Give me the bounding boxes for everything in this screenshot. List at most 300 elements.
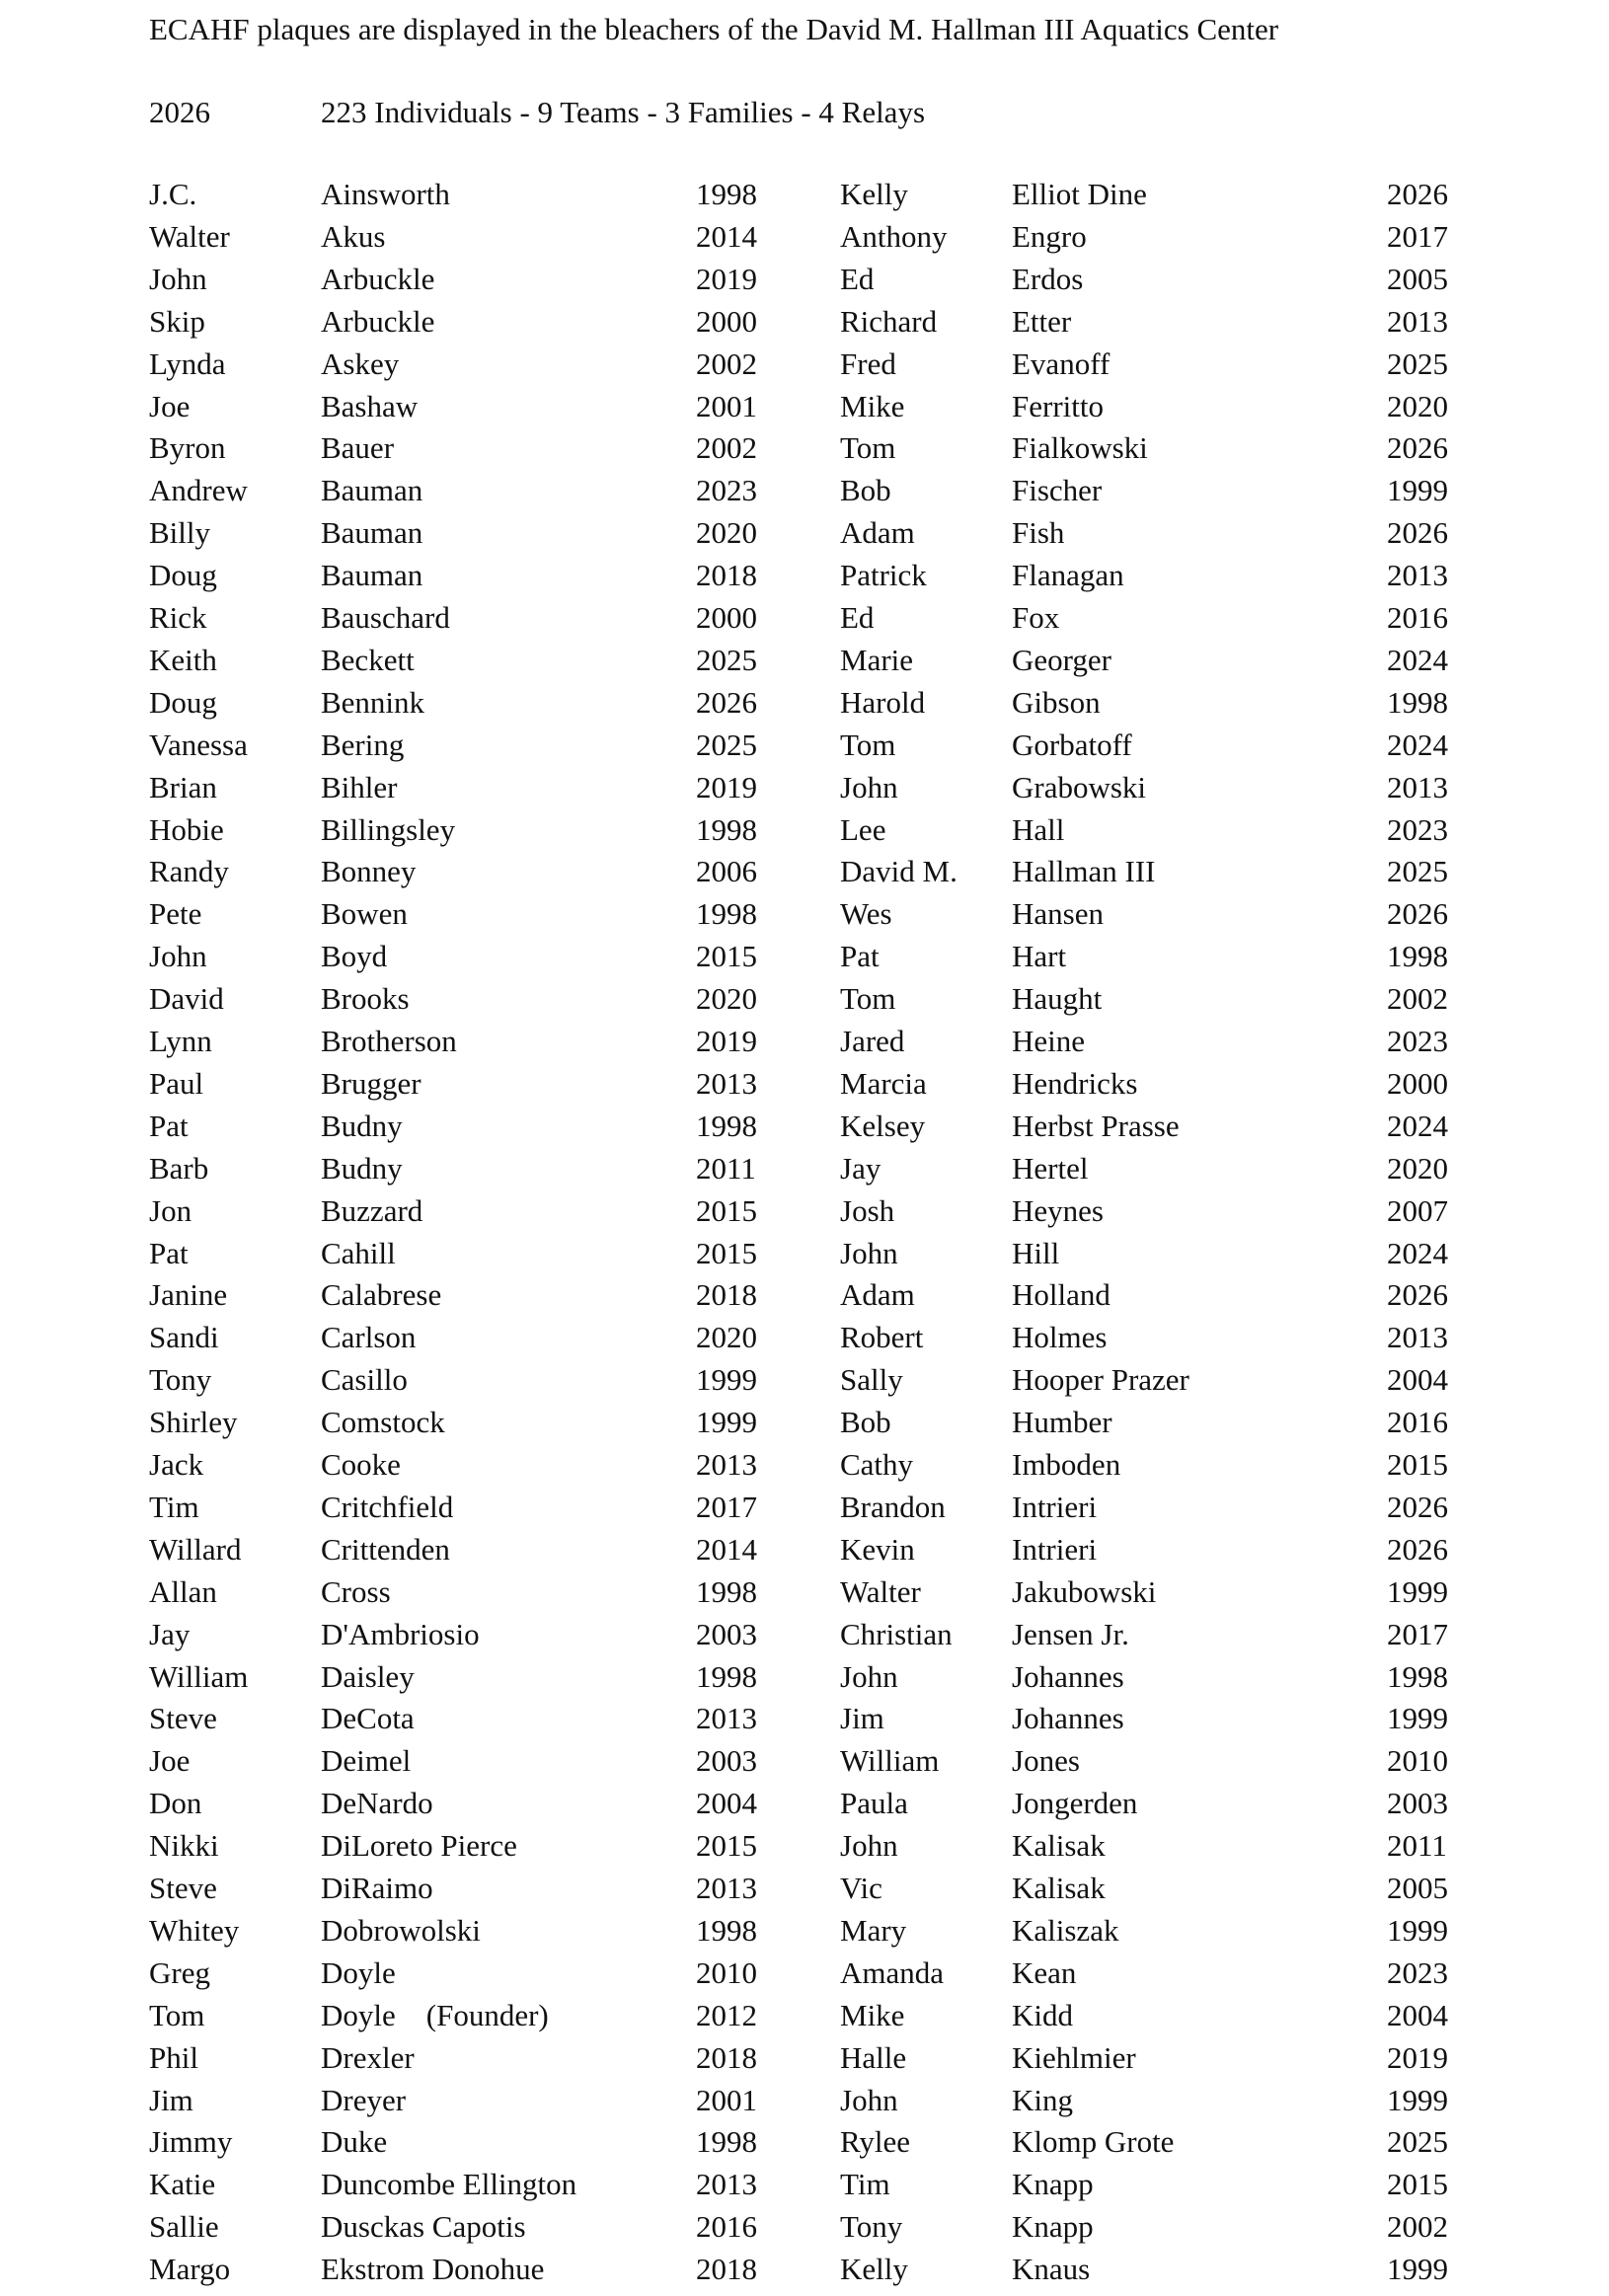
inductee-row	[840, 1658, 1472, 1704]
inductee-row	[840, 1449, 1472, 1492]
inductee-row	[149, 1573, 781, 1619]
first-name: Mike	[840, 1997, 905, 2032]
last-name: Bauman	[321, 515, 423, 551]
induction-year-cell: 2007	[1387, 1192, 1448, 1228]
first-name: Jay	[149, 1616, 191, 1651]
first-name: Rick	[149, 600, 207, 635]
last-name: Jensen Jr.	[1012, 1616, 1129, 1651]
last-name: Budny	[321, 1108, 403, 1143]
first-name: Lee	[840, 811, 886, 847]
first-name: Brian	[149, 769, 217, 804]
first-name: Tom	[149, 1997, 205, 2032]
first-name: Kevin	[840, 1531, 915, 1567]
first-name: David	[149, 981, 224, 1017]
first-name: Jack	[149, 1447, 204, 1482]
first-name: Kelly	[840, 2252, 908, 2287]
last-name: Buzzard	[321, 1192, 423, 1228]
induction-year-cell: 2013	[1387, 558, 1448, 593]
induction-year-cell: 2019	[696, 1024, 757, 1058]
induction-year-cell: 2026	[1387, 515, 1448, 551]
inductee-row	[149, 2126, 781, 2169]
first-name: John	[149, 939, 207, 974]
last-name: Hill	[1012, 1235, 1060, 1270]
last-name: Johannes	[1012, 1701, 1124, 1736]
last-name: DeNardo	[321, 1786, 433, 1821]
induction-year-cell: 2023	[696, 473, 757, 508]
first-name: Tony	[840, 2209, 903, 2245]
induction-year-cell: 2026	[1387, 896, 1448, 932]
induction-year-cell: 1999	[1387, 473, 1448, 508]
last-name: Johannes	[1012, 1658, 1124, 1694]
first-name: Harold	[840, 684, 926, 720]
last-name: Brotherson	[321, 1024, 457, 1058]
induction-year-cell: 2015	[1387, 2167, 1448, 2202]
inductee-row	[149, 1788, 781, 1830]
inductee-row	[149, 642, 781, 687]
inductee-row	[840, 560, 1472, 602]
inductee-row	[149, 517, 781, 560]
induction-year-cell: 2023	[1387, 1954, 1448, 1990]
induction-year-cell: 2013	[696, 1701, 757, 1736]
last-name: Dusckas Capotis	[321, 2209, 526, 2245]
induction-year-cell: 1998	[1387, 684, 1448, 720]
first-name: John	[840, 769, 898, 804]
first-name: Tom	[840, 430, 896, 466]
last-name: Knapp	[1012, 2209, 1094, 2245]
first-name: Allan	[149, 1573, 217, 1609]
first-name: Joe	[149, 1743, 191, 1779]
last-name: Georger	[1012, 642, 1111, 677]
inductee-row	[149, 1279, 781, 1322]
first-name: William	[840, 1743, 940, 1779]
induction-year-cell: 2026	[696, 684, 757, 720]
first-name: John	[840, 1828, 898, 1864]
first-name: Keith	[149, 642, 217, 677]
inductee-row	[149, 560, 781, 602]
induction-year-cell: 2015	[696, 939, 757, 974]
first-name: Anthony	[840, 218, 948, 254]
first-name: Halle	[840, 2039, 907, 2075]
inductee-row	[149, 218, 781, 264]
last-name: Herbst Prasse	[1012, 1108, 1180, 1143]
last-name: Knaus	[1012, 2252, 1091, 2287]
inductee-row	[149, 432, 781, 475]
inductee-row	[840, 1873, 1472, 1915]
induction-year-cell: 2020	[1387, 388, 1448, 423]
first-name: Robert	[840, 1320, 924, 1355]
first-name: Pat	[840, 939, 880, 974]
inductee-row	[840, 1110, 1472, 1153]
last-name: Bauman	[321, 473, 423, 508]
last-name: Carlson	[321, 1320, 417, 1355]
inductee-row	[149, 729, 781, 772]
inductee-row	[149, 1830, 781, 1873]
inductee-row	[149, 475, 781, 517]
first-name: Cathy	[840, 1447, 914, 1482]
inductee-row	[840, 856, 1472, 898]
induction-year-cell: 2016	[1387, 1405, 1448, 1440]
first-name: Richard	[840, 303, 938, 339]
induction-year-cell: 1998	[696, 1573, 757, 1609]
inductee-row	[840, 1745, 1472, 1788]
last-name: Deimel	[321, 1743, 412, 1779]
last-name: Jongerden	[1012, 1786, 1138, 1821]
induction-year-cell: 1999	[1387, 1573, 1448, 1609]
inductee-row	[149, 1658, 781, 1704]
induction-year-cell: 2002	[1387, 2209, 1448, 2245]
inductee-row	[840, 1573, 1472, 1619]
last-name: Engro	[1012, 218, 1087, 254]
induction-year-cell: 2002	[696, 430, 757, 466]
first-name: J.C.	[149, 177, 197, 211]
first-name: Amanda	[840, 1954, 945, 1990]
induction-year-cell: 2006	[696, 854, 757, 889]
first-name: Jay	[840, 1150, 881, 1186]
induction-year-cell: 2010	[1387, 1743, 1448, 1779]
first-name: Bob	[840, 473, 891, 508]
first-name: Bob	[840, 1405, 891, 1440]
last-name: Comstock	[321, 1405, 445, 1440]
first-name: Nikki	[149, 1828, 219, 1864]
first-name: Adam	[840, 515, 915, 551]
induction-year-cell: 2020	[696, 515, 757, 551]
last-name: Kiehlmier	[1012, 2039, 1136, 2075]
last-name: Knapp	[1012, 2167, 1094, 2202]
last-name: Bihler	[321, 769, 398, 804]
last-name: Ekstrom Donohue	[321, 2252, 545, 2287]
inductee-row	[149, 1997, 781, 2042]
induction-year-cell: 1998	[696, 896, 757, 932]
last-name: Duncombe Ellington	[321, 2167, 577, 2202]
first-name: Vanessa	[149, 727, 248, 762]
first-name: Pete	[149, 896, 202, 932]
last-name: Intrieri	[1012, 1531, 1098, 1567]
inductee-summary: 223 Individuals - 9 Teams - 3 Families - 4 Relays	[321, 95, 926, 129]
last-name: Kean	[1012, 1954, 1077, 1990]
induction-year-cell: 2013	[696, 1447, 757, 1482]
inductee-row	[840, 1407, 1472, 1449]
induction-year-cell: 2023	[1387, 811, 1448, 847]
inductee-row	[840, 2082, 1472, 2127]
first-name: Greg	[149, 1954, 210, 1990]
inductee-row	[840, 1364, 1472, 1407]
induction-year-cell: 2024	[1387, 642, 1448, 677]
last-name: Arbuckle	[321, 303, 435, 339]
induction-year-cell: 1998	[696, 1912, 757, 1948]
last-name: Daisley	[321, 1658, 415, 1694]
induction-year-cell: 2016	[696, 2209, 757, 2245]
inductee-row	[149, 1065, 781, 1110]
last-name: DeCota	[321, 1701, 415, 1736]
induction-year-cell: 2026	[1387, 1531, 1448, 1567]
induction-year: 2026	[149, 95, 210, 129]
induction-year-cell: 1998	[1387, 1658, 1448, 1694]
inductee-row	[149, 856, 781, 898]
induction-year-cell: 1999	[1387, 1912, 1448, 1948]
inductee-row	[840, 517, 1472, 560]
last-name: Etter	[1012, 303, 1072, 339]
first-name: Vic	[840, 1871, 882, 1905]
induction-year-cell: 1999	[1387, 2252, 1448, 2287]
first-name: John	[840, 1658, 898, 1694]
first-name: Jared	[840, 1024, 905, 1058]
first-name: Tim	[149, 1489, 199, 1524]
first-name: Pat	[149, 1235, 189, 1270]
first-name: Sallie	[149, 2209, 219, 2245]
first-name: Skip	[149, 303, 205, 339]
last-name: Bering	[321, 727, 405, 762]
last-name: Jones	[1012, 1743, 1080, 1779]
induction-year-cell: 2019	[696, 769, 757, 804]
inductee-row	[149, 1110, 781, 1153]
last-name: Bauman	[321, 558, 423, 593]
last-name: Beckett	[321, 642, 415, 677]
induction-year-cell: 2013	[1387, 1320, 1448, 1355]
page-title: ECAHF plaques are displayed in the bleachers of the David M. Hallman III Aquatics Center	[149, 12, 1279, 46]
induction-year-cell: 2017	[1387, 1616, 1448, 1651]
inductee-row	[840, 1788, 1472, 1830]
last-name: Fish	[1012, 515, 1065, 551]
induction-year-cell: 2013	[696, 1871, 757, 1905]
first-name: Jim	[149, 2082, 193, 2117]
induction-year-cell: 2000	[1387, 1065, 1448, 1101]
inductee-row	[840, 261, 1472, 306]
last-name: Billingsley	[321, 811, 456, 847]
first-name: Randy	[149, 854, 229, 889]
inductee-row	[840, 1616, 1472, 1661]
induction-year-cell: 2015	[696, 1235, 757, 1270]
induction-year-cell: 1998	[1387, 939, 1448, 974]
first-name: Tom	[840, 727, 896, 762]
last-name: Hendricks	[1012, 1065, 1138, 1101]
inductee-row	[149, 1449, 781, 1492]
inductee-row	[840, 1065, 1472, 1110]
last-name: Heynes	[1012, 1192, 1104, 1228]
inductee-row	[840, 1912, 1472, 1957]
last-name: Boyd	[321, 939, 388, 974]
inductee-row	[840, 2039, 1472, 2085]
first-name: William	[149, 1658, 249, 1694]
first-name: Pat	[149, 1108, 189, 1143]
last-name: Budny	[321, 1150, 403, 1186]
inductee-row	[149, 261, 781, 306]
inductee-row	[149, 1616, 781, 1661]
induction-year-cell: 2013	[696, 1065, 757, 1101]
inductee-row	[149, 1912, 781, 1957]
first-name: Steve	[149, 1871, 217, 1905]
induction-year-cell: 2026	[1387, 430, 1448, 466]
induction-year-cell: 2017	[696, 1489, 757, 1524]
induction-year-cell: 2011	[1387, 1828, 1447, 1864]
inductee-row	[840, 1279, 1472, 1322]
inductee-row	[149, 602, 781, 645]
inductee-row	[149, 2211, 781, 2254]
last-name: Ferritto	[1012, 388, 1104, 423]
inductee-row	[840, 983, 1472, 1026]
first-name: Kelsey	[840, 1108, 926, 1143]
first-name: Ed	[840, 600, 875, 635]
inductee-row	[149, 1192, 781, 1238]
first-name: Doug	[149, 558, 217, 593]
induction-year-cell: 2026	[1387, 177, 1448, 211]
induction-year-cell: 2003	[696, 1743, 757, 1779]
inductee-row	[149, 345, 781, 391]
induction-year-cell: 1999	[1387, 2082, 1448, 2117]
first-name: Jimmy	[149, 2124, 233, 2160]
induction-year-cell: 2025	[696, 642, 757, 677]
last-name: Imboden	[1012, 1447, 1121, 1482]
first-name: Steve	[149, 1701, 217, 1736]
first-name: Don	[149, 1786, 202, 1821]
induction-year-cell: 2015	[696, 1828, 757, 1864]
induction-year-cell: 2018	[696, 2039, 757, 2075]
inductee-row	[840, 2254, 1472, 2296]
induction-year-cell: 1999	[696, 1405, 757, 1440]
induction-year-cell: 2025	[1387, 854, 1448, 889]
induction-year-cell: 2011	[696, 1150, 756, 1186]
last-name: Bonney	[321, 854, 417, 889]
last-name: Bennink	[321, 684, 425, 720]
last-name: Duke	[321, 2124, 388, 2160]
last-name: Haught	[1012, 981, 1103, 1017]
induction-year-cell: 2023	[1387, 1024, 1448, 1058]
induction-year-cell: 1998	[696, 1658, 757, 1694]
first-name: Janine	[149, 1277, 228, 1313]
inductee-row	[149, 179, 781, 221]
induction-year-cell: 2000	[696, 600, 757, 635]
first-name: Walter	[149, 218, 230, 254]
induction-year-cell: 2012	[696, 1997, 757, 2032]
last-name: Ainsworth	[321, 177, 450, 211]
inductee-row	[840, 1997, 1472, 2042]
first-name: Sandi	[149, 1320, 219, 1355]
inductee-row	[149, 1531, 781, 1576]
last-name: Kidd	[1012, 1997, 1073, 2032]
induction-year-cell: 2015	[1387, 1447, 1448, 1482]
inductee-row	[149, 2254, 781, 2296]
inductee-row	[840, 2169, 1472, 2211]
induction-year-cell: 2002	[1387, 981, 1448, 1017]
induction-year-cell: 2004	[1387, 1997, 1448, 2032]
induction-year-cell: 2005	[1387, 1871, 1448, 1905]
last-name: Dobrowolski	[321, 1912, 481, 1948]
induction-year-cell: 2018	[696, 558, 757, 593]
inductee-row	[840, 1026, 1472, 1068]
inductee-row	[149, 1745, 781, 1788]
first-name: Fred	[840, 345, 896, 381]
inductee-row	[840, 898, 1472, 941]
inductee-row	[840, 1322, 1472, 1364]
first-name: John	[840, 1235, 898, 1270]
inductee-row	[149, 1364, 781, 1407]
induction-year-cell: 2014	[696, 218, 757, 254]
induction-year-cell: 2018	[696, 2252, 757, 2287]
last-name: Grabowski	[1012, 769, 1147, 804]
inductee-row	[840, 1489, 1472, 1534]
last-name: Brooks	[321, 981, 410, 1017]
induction-year-cell: 2024	[1387, 727, 1448, 762]
induction-year-cell: 2020	[696, 1320, 757, 1355]
first-name: Joe	[149, 388, 191, 423]
first-name: Rylee	[840, 2124, 911, 2160]
first-name: Andrew	[149, 473, 248, 508]
first-name: Jim	[840, 1701, 884, 1736]
first-name: Byron	[149, 430, 226, 466]
induction-year-cell: 1999	[1387, 1701, 1448, 1736]
first-name: Willard	[149, 1531, 242, 1567]
induction-year-cell: 2026	[1387, 1277, 1448, 1313]
last-name: Arbuckle	[321, 261, 435, 296]
first-name: John	[840, 2082, 898, 2117]
last-name: Holmes	[1012, 1320, 1108, 1355]
inductee-row	[149, 1954, 781, 2000]
last-name: Hallman III	[1012, 854, 1156, 889]
inductee-row	[149, 2169, 781, 2211]
last-name: Crittenden	[321, 1531, 450, 1567]
last-name: Kalisak	[1012, 1871, 1106, 1905]
last-name: Hertel	[1012, 1150, 1089, 1186]
first-name: Whitey	[149, 1912, 240, 1948]
induction-year-cell: 1998	[696, 177, 757, 211]
first-name: Phil	[149, 2039, 198, 2075]
induction-year-cell: 2019	[696, 261, 757, 296]
first-name: Adam	[840, 1277, 915, 1313]
first-name: Josh	[840, 1192, 895, 1228]
inductee-row	[840, 475, 1472, 517]
first-name: Wes	[840, 896, 892, 932]
induction-year-cell: 2013	[1387, 769, 1448, 804]
induction-year-cell: 2005	[1387, 261, 1448, 296]
induction-year-cell: 1998	[696, 1108, 757, 1143]
last-name: Doyle	[321, 1954, 396, 1990]
induction-year-cell: 2015	[696, 1192, 757, 1228]
last-name: Gorbatoff	[1012, 727, 1132, 762]
last-name: Bauschard	[321, 600, 450, 635]
inductee-row	[840, 2211, 1472, 2254]
inductee-row	[840, 1830, 1472, 1873]
first-name: Sally	[840, 1362, 903, 1398]
induction-year-cell: 2026	[1387, 1489, 1448, 1524]
inductee-row	[840, 1954, 1472, 2000]
induction-year-cell: 2020	[1387, 1150, 1448, 1186]
first-name: David M.	[840, 854, 958, 889]
last-name: Holland	[1012, 1277, 1111, 1313]
last-name: Kaliszak	[1012, 1912, 1119, 1948]
last-name: Kalisak	[1012, 1828, 1106, 1864]
induction-year-cell: 2000	[696, 303, 757, 339]
inductee-row	[840, 1235, 1472, 1280]
inductee-row	[840, 1150, 1472, 1195]
inductee-row	[840, 1531, 1472, 1576]
inductee-row	[840, 811, 1472, 857]
last-name: Fialkowski	[1012, 430, 1148, 466]
last-name: Bashaw	[321, 388, 419, 423]
first-name: Paul	[149, 1065, 204, 1101]
inductee-row	[840, 432, 1472, 475]
inductee-row	[840, 218, 1472, 264]
last-name: DiRaimo	[321, 1871, 433, 1905]
last-name: Cross	[321, 1573, 391, 1609]
induction-year-cell: 2003	[1387, 1786, 1448, 1821]
inductee-row	[840, 303, 1472, 348]
last-name: Humber	[1012, 1405, 1112, 1440]
inductee-row	[149, 1322, 781, 1364]
induction-year-cell: 1998	[696, 2124, 757, 2160]
last-name: Drexler	[321, 2039, 415, 2075]
induction-year-cell: 2003	[696, 1616, 757, 1651]
first-name: Kelly	[840, 177, 908, 211]
induction-year-cell: 2001	[696, 388, 757, 423]
